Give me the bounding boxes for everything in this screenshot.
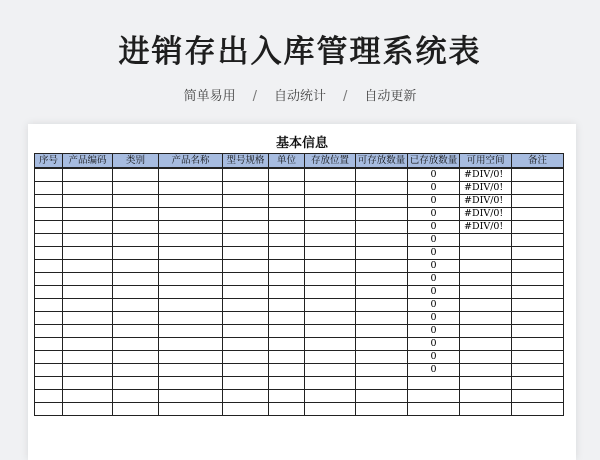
table-row xyxy=(35,364,564,377)
table-cell[interactable] xyxy=(63,260,113,273)
table-cell[interactable]: 0 xyxy=(408,182,460,195)
table-cell[interactable] xyxy=(512,182,564,195)
table-row xyxy=(35,260,564,273)
table-cell[interactable] xyxy=(460,286,512,299)
table-cell[interactable] xyxy=(460,312,512,325)
sheet-title: 基本信息 xyxy=(275,136,328,151)
tag-separator: / xyxy=(252,89,257,104)
table-cell[interactable] xyxy=(305,325,356,338)
table-cell[interactable] xyxy=(460,234,512,247)
table-header-row xyxy=(35,154,564,169)
table-cell[interactable] xyxy=(305,403,356,416)
table-cell[interactable] xyxy=(305,260,356,273)
table-cell[interactable]: 0 xyxy=(408,351,460,364)
table-cell[interactable] xyxy=(356,182,408,195)
table-cell[interactable] xyxy=(35,182,63,195)
table-row xyxy=(35,299,564,312)
column-header: 类别 xyxy=(113,154,159,169)
table-cell[interactable] xyxy=(63,403,113,416)
table-cell[interactable] xyxy=(512,351,564,364)
table-row xyxy=(35,286,564,299)
table-cell[interactable] xyxy=(159,208,223,221)
table-cell[interactable] xyxy=(269,221,305,234)
table-cell[interactable] xyxy=(512,208,564,221)
table-row xyxy=(35,325,564,338)
column-header: 序号 xyxy=(35,154,63,169)
table-cell[interactable]: 0 xyxy=(408,299,460,312)
table-cell[interactable] xyxy=(223,234,269,247)
table-cell[interactable] xyxy=(63,325,113,338)
table-cell[interactable] xyxy=(159,351,223,364)
table-cell[interactable] xyxy=(269,351,305,364)
table-cell[interactable] xyxy=(305,195,356,208)
table-cell[interactable] xyxy=(356,273,408,286)
table-cell[interactable] xyxy=(305,247,356,260)
table-cell[interactable] xyxy=(269,208,305,221)
table-row xyxy=(35,273,564,286)
table-cell[interactable]: #DIV/0! xyxy=(460,182,512,195)
table-row xyxy=(35,208,564,221)
table-cell[interactable] xyxy=(159,195,223,208)
table-cell[interactable] xyxy=(269,364,305,377)
table-cell[interactable] xyxy=(269,182,305,195)
table-cell[interactable] xyxy=(305,364,356,377)
table-cell[interactable] xyxy=(113,286,159,299)
table-cell[interactable] xyxy=(223,168,269,182)
column-header: 可用空间 xyxy=(460,154,512,169)
table-cell[interactable] xyxy=(460,273,512,286)
table-cell[interactable] xyxy=(63,234,113,247)
table-cell[interactable]: #DIV/0! xyxy=(460,168,512,182)
table-cell[interactable] xyxy=(512,312,564,325)
table-cell[interactable] xyxy=(63,208,113,221)
table-cell[interactable] xyxy=(269,377,305,390)
table-row xyxy=(35,403,564,416)
table-body xyxy=(35,168,564,416)
table-cell[interactable] xyxy=(159,286,223,299)
spreadsheet-preview xyxy=(28,124,576,460)
table-cell[interactable] xyxy=(223,286,269,299)
table-cell[interactable] xyxy=(113,403,159,416)
column-header: 已存放数量 xyxy=(408,154,460,169)
table-cell[interactable] xyxy=(460,390,512,403)
table-cell[interactable] xyxy=(35,312,63,325)
table-cell[interactable] xyxy=(223,247,269,260)
table-row xyxy=(35,312,564,325)
table-cell[interactable] xyxy=(113,182,159,195)
table-cell[interactable] xyxy=(223,390,269,403)
table-cell[interactable] xyxy=(305,390,356,403)
table-cell[interactable] xyxy=(512,247,564,260)
feature-tags xyxy=(0,85,600,104)
table-cell[interactable] xyxy=(269,168,305,182)
table-cell[interactable] xyxy=(159,403,223,416)
table-row xyxy=(35,247,564,260)
table-cell[interactable] xyxy=(223,208,269,221)
table-cell[interactable] xyxy=(35,273,63,286)
table-cell[interactable]: 0 xyxy=(408,208,460,221)
table-cell[interactable] xyxy=(269,325,305,338)
table-cell[interactable] xyxy=(113,234,159,247)
table-cell[interactable] xyxy=(159,273,223,286)
table-cell[interactable] xyxy=(305,299,356,312)
table-cell[interactable] xyxy=(356,286,408,299)
table-cell[interactable] xyxy=(356,234,408,247)
column-header: 备注 xyxy=(512,154,564,169)
table-cell[interactable] xyxy=(269,338,305,351)
table-cell[interactable] xyxy=(305,377,356,390)
table-cell[interactable] xyxy=(305,338,356,351)
table-cell[interactable] xyxy=(159,377,223,390)
table-cell[interactable] xyxy=(269,234,305,247)
table-cell[interactable] xyxy=(35,247,63,260)
table-cell[interactable] xyxy=(356,260,408,273)
table-cell[interactable] xyxy=(305,312,356,325)
table-cell[interactable] xyxy=(113,338,159,351)
table-cell[interactable] xyxy=(159,312,223,325)
table-cell[interactable] xyxy=(223,377,269,390)
table-cell[interactable] xyxy=(356,390,408,403)
table-cell[interactable] xyxy=(512,299,564,312)
table-cell[interactable] xyxy=(159,221,223,234)
table-cell[interactable] xyxy=(63,377,113,390)
table-cell[interactable] xyxy=(35,234,63,247)
table-cell[interactable] xyxy=(35,364,63,377)
table-cell[interactable] xyxy=(113,351,159,364)
table-cell[interactable] xyxy=(159,260,223,273)
table-cell[interactable]: 0 xyxy=(408,364,460,377)
table-cell[interactable]: 0 xyxy=(408,273,460,286)
table-cell[interactable] xyxy=(305,182,356,195)
table-cell[interactable] xyxy=(356,195,408,208)
table-cell[interactable]: 0 xyxy=(408,195,460,208)
table-cell[interactable] xyxy=(305,273,356,286)
table-cell[interactable] xyxy=(223,182,269,195)
column-header: 产品编码 xyxy=(63,154,113,169)
table-cell[interactable] xyxy=(159,299,223,312)
table-row xyxy=(35,234,564,247)
table-cell[interactable] xyxy=(63,338,113,351)
table-cell[interactable] xyxy=(512,234,564,247)
table-cell[interactable] xyxy=(63,351,113,364)
table-cell[interactable] xyxy=(305,168,356,182)
table-cell[interactable] xyxy=(460,260,512,273)
table-cell[interactable] xyxy=(63,182,113,195)
table-row xyxy=(35,221,564,234)
table-cell[interactable] xyxy=(356,364,408,377)
table-cell[interactable] xyxy=(63,299,113,312)
table-cell[interactable] xyxy=(113,299,159,312)
table-cell[interactable] xyxy=(35,208,63,221)
table-cell[interactable] xyxy=(159,168,223,182)
table-cell[interactable] xyxy=(35,351,63,364)
table-cell[interactable] xyxy=(223,221,269,234)
table-cell[interactable] xyxy=(408,390,460,403)
table-cell[interactable] xyxy=(223,260,269,273)
table-cell[interactable] xyxy=(159,182,223,195)
table-cell[interactable] xyxy=(63,273,113,286)
table-cell[interactable] xyxy=(512,221,564,234)
table-cell[interactable] xyxy=(113,221,159,234)
table-cell[interactable] xyxy=(408,377,460,390)
table-cell[interactable] xyxy=(512,273,564,286)
table-cell[interactable] xyxy=(305,351,356,364)
page-title: 进销存出入库管理系统表 xyxy=(118,34,482,70)
table-cell[interactable] xyxy=(269,299,305,312)
table-cell[interactable] xyxy=(63,312,113,325)
table-cell[interactable] xyxy=(460,299,512,312)
table-cell[interactable] xyxy=(113,195,159,208)
tag-separator: / xyxy=(343,89,348,104)
table-cell[interactable] xyxy=(35,325,63,338)
feature-tag: 自动更新 xyxy=(364,89,417,104)
table-cell[interactable] xyxy=(460,247,512,260)
table-cell[interactable] xyxy=(113,260,159,273)
table-cell[interactable] xyxy=(269,273,305,286)
table-cell[interactable] xyxy=(305,286,356,299)
table-cell[interactable] xyxy=(35,299,63,312)
table-cell[interactable] xyxy=(113,364,159,377)
table-cell[interactable] xyxy=(113,208,159,221)
table-cell[interactable] xyxy=(223,273,269,286)
table-cell[interactable] xyxy=(512,325,564,338)
table-cell[interactable] xyxy=(269,247,305,260)
table-row xyxy=(35,338,564,351)
table-row xyxy=(35,182,564,195)
table-cell[interactable] xyxy=(512,364,564,377)
table-cell[interactable]: #DIV/0! xyxy=(460,195,512,208)
table-cell[interactable] xyxy=(356,338,408,351)
table-cell[interactable] xyxy=(113,325,159,338)
inventory-table xyxy=(34,153,564,416)
table-cell[interactable] xyxy=(512,377,564,390)
table-cell[interactable] xyxy=(35,377,63,390)
table-cell[interactable] xyxy=(35,221,63,234)
table-row xyxy=(35,390,564,403)
table-cell[interactable] xyxy=(356,325,408,338)
table-cell[interactable] xyxy=(512,286,564,299)
table-cell[interactable] xyxy=(460,338,512,351)
table-cell[interactable] xyxy=(356,221,408,234)
table-cell[interactable] xyxy=(460,377,512,390)
table-cell[interactable]: 0 xyxy=(408,338,460,351)
table-cell[interactable] xyxy=(356,168,408,182)
table-cell[interactable] xyxy=(113,247,159,260)
table-cell[interactable] xyxy=(512,195,564,208)
table-cell[interactable]: #DIV/0! xyxy=(460,221,512,234)
table-cell[interactable] xyxy=(356,312,408,325)
table-cell[interactable] xyxy=(269,195,305,208)
table-cell[interactable] xyxy=(269,260,305,273)
table-cell[interactable] xyxy=(159,247,223,260)
table-cell[interactable] xyxy=(113,168,159,182)
table-cell[interactable]: 0 xyxy=(408,234,460,247)
table-cell[interactable] xyxy=(223,299,269,312)
table-cell[interactable] xyxy=(63,247,113,260)
table-cell[interactable] xyxy=(35,338,63,351)
table-cell[interactable] xyxy=(63,221,113,234)
table-cell[interactable]: 0 xyxy=(408,247,460,260)
table-cell[interactable] xyxy=(305,234,356,247)
column-header: 存放位置 xyxy=(305,154,356,169)
column-header: 产品名称 xyxy=(159,154,223,169)
table-cell[interactable] xyxy=(223,338,269,351)
table-cell[interactable] xyxy=(356,351,408,364)
table-cell[interactable] xyxy=(35,403,63,416)
table-row xyxy=(35,195,564,208)
table-cell[interactable] xyxy=(223,403,269,416)
table-cell[interactable] xyxy=(159,325,223,338)
table-cell[interactable] xyxy=(269,312,305,325)
table-cell[interactable] xyxy=(223,364,269,377)
table-cell[interactable] xyxy=(113,273,159,286)
table-cell[interactable] xyxy=(223,195,269,208)
table-cell[interactable] xyxy=(305,221,356,234)
table-cell[interactable] xyxy=(460,325,512,338)
table-cell[interactable] xyxy=(356,403,408,416)
table-cell[interactable] xyxy=(460,403,512,416)
table-cell[interactable] xyxy=(35,390,63,403)
table-cell[interactable] xyxy=(223,325,269,338)
table-cell[interactable] xyxy=(512,390,564,403)
table-cell[interactable] xyxy=(63,195,113,208)
table-cell[interactable]: 0 xyxy=(408,221,460,234)
table-cell[interactable] xyxy=(356,247,408,260)
feature-tag: 简单易用 xyxy=(183,89,236,104)
table-cell[interactable] xyxy=(223,312,269,325)
column-header: 型号规格 xyxy=(223,154,269,169)
table-cell[interactable] xyxy=(63,364,113,377)
table-cell[interactable]: 0 xyxy=(408,168,460,182)
table-cell[interactable] xyxy=(63,286,113,299)
table-cell[interactable] xyxy=(113,377,159,390)
table-cell[interactable] xyxy=(159,234,223,247)
table-cell[interactable]: #DIV/0! xyxy=(460,208,512,221)
table-cell[interactable] xyxy=(35,168,63,182)
table-cell[interactable] xyxy=(512,403,564,416)
table-cell[interactable] xyxy=(269,390,305,403)
feature-tag: 自动统计 xyxy=(273,89,326,104)
table-cell[interactable] xyxy=(35,195,63,208)
table-row xyxy=(35,351,564,364)
table-row xyxy=(35,168,564,182)
table-cell[interactable] xyxy=(159,364,223,377)
table-cell[interactable] xyxy=(159,338,223,351)
table-cell[interactable] xyxy=(63,168,113,182)
table-cell[interactable] xyxy=(269,403,305,416)
table-cell[interactable] xyxy=(35,260,63,273)
column-header: 可存放数量 xyxy=(356,154,408,169)
column-header: 单位 xyxy=(269,154,305,169)
table-cell[interactable] xyxy=(305,208,356,221)
table-cell[interactable]: 0 xyxy=(408,325,460,338)
table-cell[interactable] xyxy=(269,286,305,299)
table-cell[interactable] xyxy=(512,260,564,273)
table-cell[interactable] xyxy=(113,312,159,325)
table-cell[interactable] xyxy=(223,351,269,364)
table-cell[interactable]: 0 xyxy=(408,312,460,325)
table-row xyxy=(35,377,564,390)
table-cell[interactable]: 0 xyxy=(408,260,460,273)
table-cell[interactable] xyxy=(63,390,113,403)
table-cell[interactable] xyxy=(460,351,512,364)
table-cell[interactable]: 0 xyxy=(408,286,460,299)
table-cell[interactable] xyxy=(113,390,159,403)
table-cell[interactable] xyxy=(408,403,460,416)
table-cell[interactable] xyxy=(356,299,408,312)
table-cell[interactable] xyxy=(356,208,408,221)
table-cell[interactable] xyxy=(512,338,564,351)
table-cell[interactable] xyxy=(356,377,408,390)
table-cell[interactable] xyxy=(35,286,63,299)
table-cell[interactable] xyxy=(460,364,512,377)
table-cell[interactable] xyxy=(159,390,223,403)
table-cell[interactable] xyxy=(512,168,564,182)
